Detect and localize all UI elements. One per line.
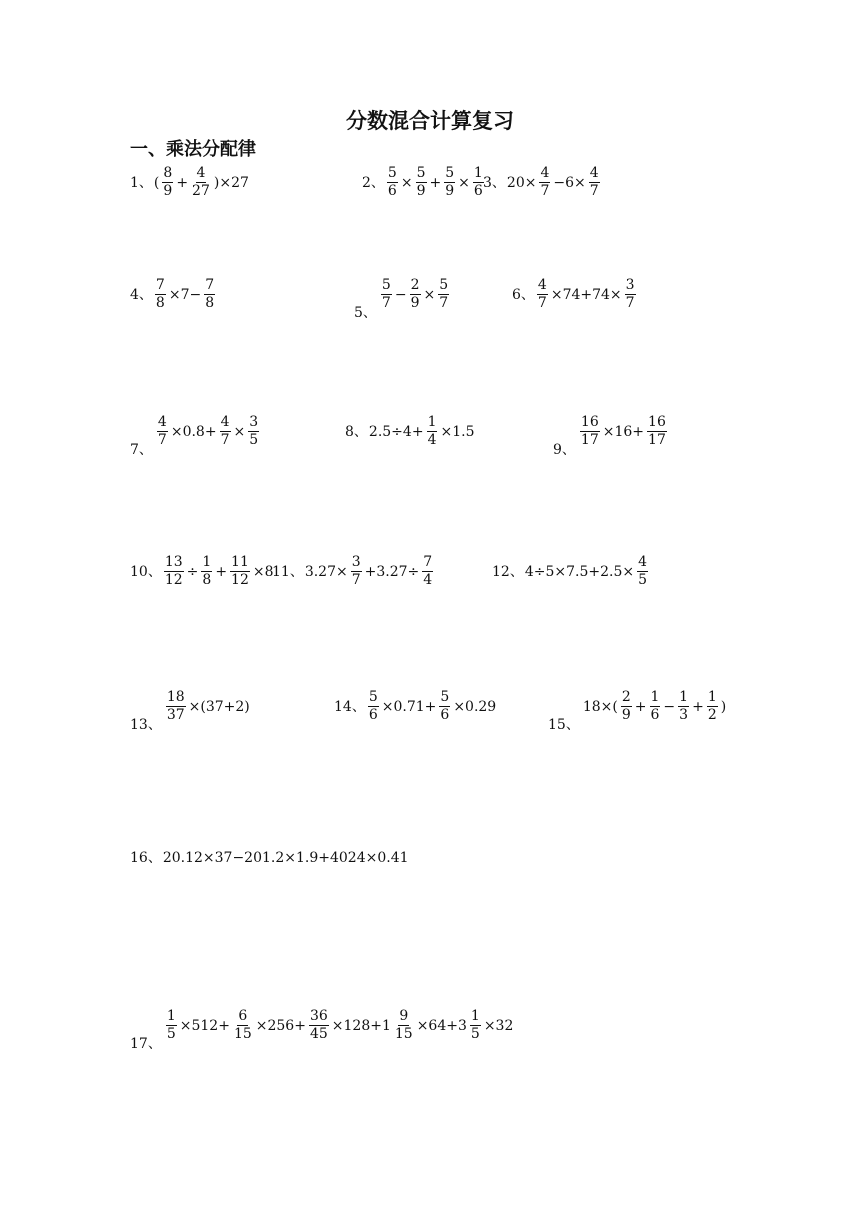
fraction-denominator: 7	[540, 183, 550, 199]
fraction	[220, 414, 231, 449]
fraction-denominator: 9	[445, 183, 455, 199]
fraction	[387, 165, 398, 200]
fraction-numerator: 1	[679, 689, 689, 705]
fraction	[394, 1008, 414, 1043]
fraction	[637, 554, 648, 589]
fraction	[368, 689, 379, 724]
fraction	[427, 414, 438, 449]
fraction	[191, 165, 211, 200]
expression	[130, 851, 410, 865]
problem-16	[130, 851, 410, 865]
fraction-denominator: 12	[231, 572, 249, 588]
expression-text: 3.27×	[304, 563, 348, 580]
fraction-numerator: 1	[473, 165, 483, 181]
fraction-denominator: 9	[621, 707, 631, 723]
problem-6	[512, 277, 638, 312]
fraction	[439, 689, 450, 724]
problem-label: 14、	[334, 698, 366, 715]
fraction-denominator: 12	[164, 572, 183, 588]
problem-label: 10、	[130, 563, 162, 580]
fraction	[410, 277, 421, 312]
problem-14	[334, 689, 497, 724]
problem-label: 16、	[130, 850, 162, 866]
fraction-denominator: 9	[163, 183, 173, 199]
expression-text: )	[720, 698, 727, 715]
fraction	[539, 165, 550, 200]
fraction-denominator: 6	[387, 183, 397, 199]
expression	[362, 165, 486, 200]
fraction-denominator: 2	[707, 707, 717, 723]
fraction-numerator: 36	[309, 1008, 328, 1024]
fraction-numerator: 3	[351, 554, 361, 570]
fraction	[470, 1008, 481, 1043]
fraction-denominator: 3	[679, 707, 689, 723]
expression-text: 2.5÷4+	[368, 423, 424, 440]
problem-9	[553, 414, 669, 458]
fraction-denominator: 17	[648, 432, 666, 448]
problem-1	[130, 165, 250, 200]
problem-10	[130, 554, 275, 589]
expression	[334, 689, 497, 724]
fraction-denominator: 7	[351, 572, 361, 588]
expression-text: +	[634, 698, 647, 715]
fraction-numerator: 16	[580, 414, 599, 430]
fraction	[589, 165, 600, 200]
expression-text: ×0.29	[453, 698, 497, 715]
fraction-numerator: 5	[387, 165, 397, 181]
fraction	[233, 1008, 253, 1043]
expression	[492, 554, 650, 589]
expression-text: +	[176, 174, 189, 191]
expression-text: −6×	[553, 174, 586, 191]
problem-12	[492, 554, 650, 589]
expression-text: ×7−	[168, 286, 202, 303]
expression	[354, 277, 451, 321]
fraction-numerator: 1	[470, 1008, 480, 1024]
fraction-numerator: 4	[638, 554, 648, 570]
expression-text: −	[663, 698, 676, 715]
fraction-denominator: 37	[166, 707, 185, 723]
expression-text: ×	[458, 174, 470, 191]
fraction-denominator: 15	[394, 1026, 413, 1042]
fraction	[162, 165, 173, 200]
expression-text: 20×	[506, 174, 537, 191]
problem-label: 15、	[548, 716, 580, 733]
expression-text: ÷	[186, 563, 199, 580]
expression-text: ×16+	[602, 423, 645, 440]
fraction	[230, 554, 250, 589]
fraction	[444, 165, 455, 200]
expression-text: ×	[423, 286, 436, 303]
expression	[512, 277, 638, 312]
fraction-denominator: 5	[638, 572, 648, 588]
fraction-denominator: 6	[368, 707, 378, 723]
fraction-denominator: 7	[157, 432, 167, 448]
fraction-numerator: 7	[423, 554, 433, 570]
fraction-denominator: 8	[155, 295, 165, 311]
fraction	[678, 689, 689, 724]
problem-13	[130, 689, 251, 733]
fraction-denominator: 7	[625, 295, 635, 311]
fraction-denominator: 8	[202, 572, 212, 588]
fraction	[537, 277, 548, 312]
expression	[130, 277, 217, 312]
problem-label: 12、	[492, 563, 524, 580]
fraction-numerator: 16	[648, 414, 666, 430]
fraction-denominator: 45	[309, 1026, 328, 1042]
fraction	[416, 165, 427, 200]
fraction-numerator: 5	[381, 277, 391, 293]
expression-text: )×27	[213, 174, 249, 191]
fraction	[621, 689, 632, 724]
problem-label: 2、	[362, 174, 385, 191]
fraction-numerator: 3	[625, 277, 635, 293]
fraction	[166, 689, 186, 724]
fraction-numerator: 6	[238, 1008, 248, 1024]
expression	[553, 414, 669, 458]
expression-text: ×8	[252, 563, 274, 580]
expression	[130, 165, 250, 200]
fraction-numerator: 4	[537, 277, 547, 293]
problem-4	[130, 277, 217, 312]
expression-text: 20.12×37−201.2×1.9+4024×0.41	[162, 850, 409, 866]
problem-label: 11、	[272, 563, 304, 580]
problem-label: 8、	[345, 423, 368, 440]
fraction	[438, 277, 449, 312]
expression-text: 4÷5×7.5+2.5×	[524, 563, 635, 580]
problem-7	[130, 414, 261, 458]
expression-text: ×(37+2)	[188, 698, 250, 715]
page-title: 分数混合计算复习	[346, 109, 514, 133]
fraction-numerator: 13	[164, 554, 183, 570]
fraction-numerator: 7	[155, 277, 165, 293]
problem-label: 17、	[130, 1035, 162, 1052]
fraction-denominator: 17	[580, 432, 599, 448]
fraction-numerator: 4	[540, 165, 550, 181]
fraction-numerator: 4	[220, 414, 230, 430]
problem-8	[345, 414, 475, 449]
expression-text: −	[394, 286, 407, 303]
fraction-denominator: 9	[416, 183, 426, 199]
expression-text: +	[692, 698, 704, 715]
fraction	[201, 554, 212, 589]
fraction	[204, 277, 215, 312]
expression-text: ×	[233, 423, 246, 440]
fraction-numerator: 7	[205, 277, 215, 293]
fraction-numerator: 4	[157, 414, 167, 430]
fraction-numerator: 4	[589, 165, 599, 181]
fraction-denominator: 4	[427, 432, 437, 448]
problem-label: 13、	[130, 716, 162, 733]
problem-label: 6、	[512, 286, 535, 303]
expression-text: +3.27÷	[364, 563, 420, 580]
fraction	[248, 414, 259, 449]
fraction-denominator: 15	[233, 1026, 252, 1042]
fraction-denominator: 6	[650, 707, 660, 723]
fraction-numerator: 3	[249, 414, 259, 430]
expression-text: ×	[400, 174, 413, 191]
fraction-denominator: 5	[166, 1026, 176, 1042]
problem-17	[130, 1008, 514, 1052]
expression	[130, 414, 261, 458]
fraction-numerator: 9	[399, 1008, 409, 1024]
fraction	[351, 554, 362, 589]
fraction-numerator: 2	[621, 689, 631, 705]
fraction	[157, 414, 168, 449]
expression	[272, 554, 435, 589]
expression	[483, 165, 602, 200]
expression-text: ×512+	[179, 1017, 230, 1034]
fraction	[309, 1008, 329, 1043]
expression-text: ×0.8+	[170, 423, 217, 440]
problem-label: 4、	[130, 286, 153, 303]
fraction	[381, 277, 392, 312]
expression-text: (	[153, 174, 160, 191]
fraction	[580, 414, 600, 449]
problem-label: 1、	[130, 174, 153, 191]
fraction-numerator: 11	[231, 554, 249, 570]
fraction-numerator: 1	[650, 689, 660, 705]
problem-label: 3、	[483, 174, 506, 191]
fraction-numerator: 5	[368, 689, 378, 705]
problem-5	[354, 277, 451, 321]
expression	[548, 689, 727, 733]
fraction-denominator: 7	[439, 295, 449, 311]
fraction-denominator: 5	[249, 432, 259, 448]
fraction-denominator: 7	[537, 295, 547, 311]
fraction-numerator: 5	[440, 689, 450, 705]
expression	[130, 554, 275, 589]
expression-text: ×1.5	[440, 423, 475, 440]
expression-text: ×64+3	[416, 1017, 467, 1034]
expression-text: ×32	[483, 1017, 514, 1034]
fraction-denominator: 6	[440, 707, 450, 723]
fraction-denominator: 7	[589, 183, 599, 199]
fraction	[650, 689, 661, 724]
problem-3	[483, 165, 602, 200]
fraction-numerator: 5	[445, 165, 455, 181]
fraction-numerator: 1	[427, 414, 437, 430]
expression	[130, 689, 251, 733]
fraction	[155, 277, 166, 312]
fraction	[166, 1008, 177, 1043]
expression	[130, 1008, 514, 1052]
expression-text: ×256+	[255, 1017, 306, 1034]
fraction-denominator: 6	[473, 183, 483, 199]
problem-label: 9、	[553, 441, 576, 458]
fraction-numerator: 8	[163, 165, 173, 181]
expression-text: ×128+1	[331, 1017, 391, 1034]
fraction-denominator: 9	[410, 295, 420, 311]
fraction	[625, 277, 636, 312]
fraction-numerator: 5	[439, 277, 449, 293]
expression-text: +	[215, 563, 228, 580]
fraction-numerator: 2	[410, 277, 420, 293]
fraction-numerator: 5	[416, 165, 426, 181]
fraction-numerator: 1	[707, 689, 717, 705]
section-heading: 一、乘法分配律	[130, 139, 256, 160]
fraction	[422, 554, 433, 589]
fraction-denominator: 7	[220, 432, 230, 448]
problem-11	[272, 554, 435, 589]
fraction-numerator: 1	[202, 554, 212, 570]
fraction-denominator: 8	[205, 295, 215, 311]
fraction	[647, 414, 667, 449]
expression-text: ×74+74×	[550, 286, 622, 303]
problem-15	[548, 689, 727, 733]
expression	[345, 414, 475, 449]
problem-label: 5、	[354, 304, 377, 321]
problem-label: 7、	[130, 441, 153, 458]
fraction-numerator: 4	[196, 165, 206, 181]
fraction	[164, 554, 184, 589]
expression-text: 18×(	[582, 698, 618, 715]
fraction-denominator: 7	[381, 295, 391, 311]
fraction	[707, 689, 718, 724]
fraction-denominator: 27	[192, 183, 210, 199]
expression-text: ×0.71+	[381, 698, 437, 715]
fraction-denominator: 5	[470, 1026, 480, 1042]
expression-text: +	[429, 174, 442, 191]
fraction-numerator: 18	[166, 689, 185, 705]
problem-2	[362, 165, 486, 200]
fraction-denominator: 4	[423, 572, 433, 588]
fraction-numerator: 1	[166, 1008, 176, 1024]
